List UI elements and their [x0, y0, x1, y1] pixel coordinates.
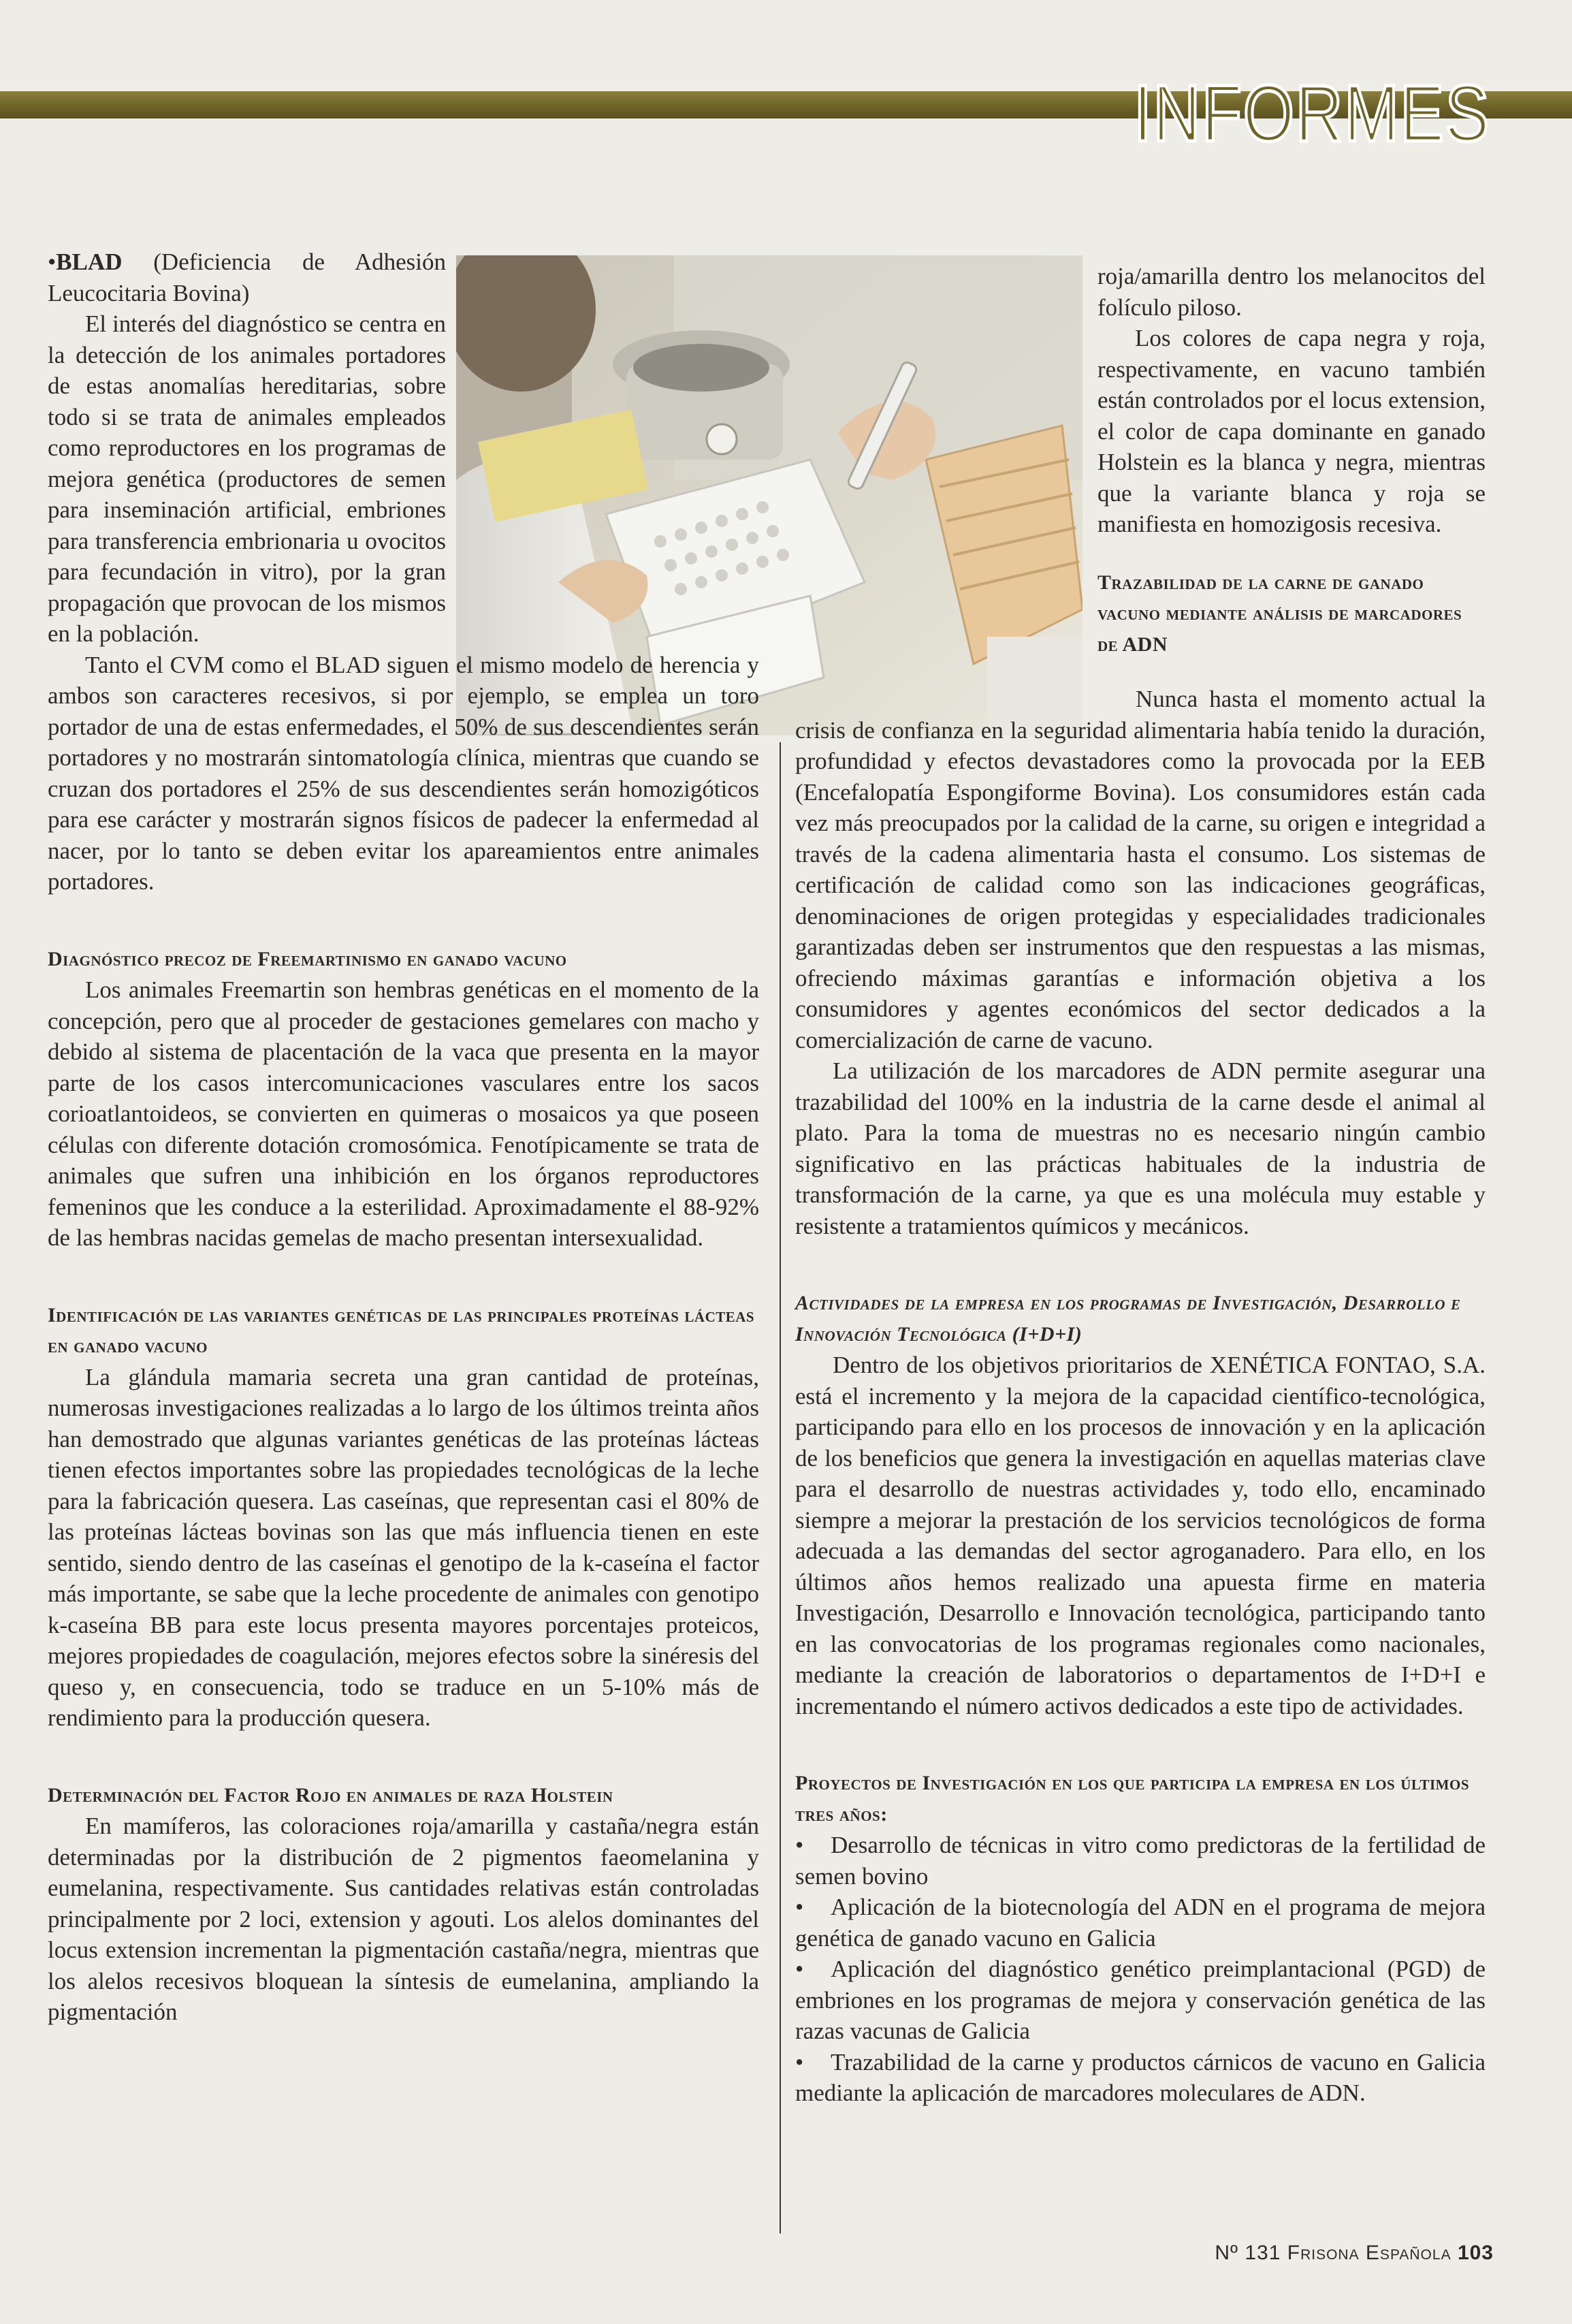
paragraph-colores: Los colores de capa negra y roja, respectivamente, en vacuno también están controlados por el locus extension, el color de capa dominante en ganado Holstein es la blanca y negra, mientras que la variante blanca y roja se manifiesta en homozigosis recesiva.	[1097, 325, 1486, 537]
heading-freemartin: Diagnóstico precoz de Freemartinismo en ganado vacuno	[48, 947, 567, 970]
left-paragraph-1: El interés del diagnóstico se centra en la detección de los animales portadores de estas anomalías hereditarias, sobre todo si se trata de animales empleados como reproductores en los programas de mejora genética (productores de semen para inseminación artificial, embriones para transferencia embrionaria u ovocitos para fecundación in vitro), por la gran propagación que provocan de los mismos en la población.	[48, 311, 446, 647]
project-text: Aplicación de la biotecnología del ADN en el programa de mejora genética de ganado vacuno en Galicia	[795, 1894, 1486, 1952]
blad-definition: (Deficiencia de Adhesión Leucocitaria Bovina)	[48, 249, 446, 306]
column-divider	[780, 742, 781, 2233]
right-column	[795, 684, 1486, 2109]
project-text: Trazabilidad de la carne y productos cárnicos de vacuno en Galicia mediante la aplicación de marcadores moleculares de ADN.	[795, 2048, 1486, 2106]
paragraph-trazabilidad-2: La utilización de los marcadores de ADN permite asegurar una trazabilidad del 100% en la industria de la carne desde el animal al plato. Para la toma de muestras no es necesario ningún cambio significativo en las prácticas habituales de la industria de transformación de la carne, ya que es una molécula muy estable y resistente a tratamientos químicos y mecánicos.	[795, 1057, 1486, 1239]
paragraph-actividades: Dentro de los objetivos prioritarios de XENÉTICA FONTAO, S.A. está el incremento y la mejora de la capacidad científico-tecnológica, participando para ello en los procesos de innovación y en la aplicación de los beneficios que genera la investigación en aquellas materias clave para el desarrollo de nuestras actividades y, todo ello, encaminado siempre a mejorar la prestación de los servicios tecnológicos de forma adecuada a las demandas del sector agroganadero. Para ello, en los últimos años hemos realizado una apuesta firme en materia Investigación, Desarrollo e Innovación tecnológica, participando tanto en las convocatorias de los programas regionales como nacionales, mediante la creación de laboratorios o departamentos de I+D+I e incrementando el número activos dedicados a este tipo de actividades.	[795, 1352, 1486, 1719]
heading-factor-rojo: Determinación del Factor Rojo en animales de raza Holstein	[48, 1783, 613, 1806]
spacer	[48, 1734, 759, 1780]
project-item	[795, 1892, 1486, 1954]
heading-proyectos: Proyectos de Investigación en los que participa la empresa en los últimos tres años:	[795, 1772, 1469, 1826]
issue-number: Nº 131	[1215, 2242, 1281, 2264]
paragraph-factor-rojo: En mamíferos, las coloraciones roja/amarilla y castaña/negra están determinadas por la distribución de 2 pigmentos faeomelanina y eumelanina, respectivamente. Sus cantidades relativas están controladas principalmente por 2 loci, extension y agouti. Los alelos dominantes del locus extension incrementan la pigmentación castaña/negra, mientras que los alelos recesivos bloquean la síntesis de eumelanina, ampliando la pigmentación	[48, 1813, 759, 2025]
bullet: •	[795, 1956, 804, 1982]
blad-item	[48, 246, 446, 308]
spacer	[48, 1254, 759, 1300]
spacer	[795, 1241, 1486, 1288]
heading-proteinas: Identificación de las variantes genéticas de las principales proteínas lácteas en ganado vacuno	[48, 1303, 755, 1357]
page-footer	[1215, 2242, 1494, 2265]
project-text: Desarrollo de técnicas in vitro como predictoras de la fertilidad de semen bovino	[795, 1832, 1486, 1890]
project-text: Aplicación del diagnóstico genético preimplantacional (PGD) de embriones en los programas de mejora y conservación genética de las razas vacunas de Galicia	[795, 1956, 1486, 2044]
magazine-name: Frisona Española	[1287, 2242, 1451, 2264]
project-item	[795, 1954, 1486, 2047]
page-number: 103	[1457, 2242, 1494, 2264]
left-paragraph-2: Tanto el CVM como el BLAD siguen el mismo modelo de herencia y ambos son caracteres recesivos, si por ejemplo, se emplea un toro portador de una de estas enfermedades, el 50% de sus descendientes serán portadores y no mostrarán sintomatología clínica, mientras que cuando se cruzan dos portadores el 25% de sus descendientes serán homozigóticos para ese carácter y mostrarán signos físicos de padecer la enfermedad al nacer, por lo tanto se deben evitar los apareamientos entre animales portadores.	[48, 651, 759, 895]
spacer	[795, 1721, 1486, 1768]
paragraph-freemartin: Los animales Freemartin son hembras genéticas en el momento de la concepción, pero que al proceder de gestaciones gemelares con macho y debido al sistema de placentación de la vaca que presenta en la mayor parte de los casos intercomunicaciones vasculares entre los sacos corioatlantoideos, se convierten en quimeras o mosaicos ya que poseen células con diferente dotación cromosómica. Fenotípicamente se trata de animales que sufren una inhibición en los órganos reproductores femeninos que les conduce a la esterilidad. Aproximadamente el 88-92% de las hembras nacidas gemelas de macho presentan intersexualidad.	[48, 976, 759, 1251]
section-title: INFORMES	[1134, 69, 1490, 159]
project-item	[795, 2047, 1486, 2109]
bullet: •	[48, 249, 57, 275]
blad-term: BLAD	[56, 249, 123, 275]
left-column	[48, 246, 759, 2028]
spacer	[48, 897, 759, 944]
bullet: •	[795, 1894, 804, 1920]
paragraph-continuation: roja/amarilla dentro los melanocitos del folículo piloso.	[1097, 263, 1486, 321]
paragraph-trazabilidad-1: Nunca hasta el momento actual la crisis de confianza en la seguridad alimentaria había tenido la duración, profundidad y efectos devastadores como la provocada por la EEB (Encefalopatía Espongiforme Bovina). Los consumidores están cada vez más preocupados por la calidad de la carne, su origen e integridad a través de la cadena alimentaria hasta el consumo. Los sistemas de certificación de calidad como son las indicaciones geográficas, denominaciones de origen protegidas y especialidades tradicionales garantizadas deben ser instrumentos que den respuestas a las mismas, ofreciendo máximas garantías e información objetiva a los consumidores y agentes económicos del sector dedicados a la comercialización de carne de vacuno.	[795, 686, 1486, 1053]
bullet: •	[795, 2048, 804, 2075]
paragraph-proteinas: La glándula mamaria secreta una gran cantidad de proteínas, numerosas investigaciones realizadas a lo largo de los últimos treinta años han demostrado que algunas variantes genéticas de las proteínas lácteas tienen efectos importantes sobre las propiedades tecnológicas de la leche para la fabricación quesera. Las caseínas, que representan casi el 80% de las proteínas lácteas bovinas son las que más influencia tienen en este sentido, siendo dentro de las caseínas el genotipo de la k-caseína el factor más importante, se sabe que la leche procedente de animales con genotipo k-caseína BB para este locus presenta mayores porcentajes proteicos, mejores propiedades de coagulación, mejores efectos sobre la sinéresis del queso y, en consecuencia, todo se traduce en un 5-10% más de rendimiento para la producción quesera.	[48, 1363, 759, 1731]
project-item	[795, 1830, 1486, 1892]
heading-actividades: Actividades de la empresa en los programas de Investigación, Desarrollo e Innovación Tecnológica (I+D+I)	[795, 1292, 1461, 1346]
right-column-top	[1097, 261, 1486, 660]
spacer	[1097, 540, 1486, 567]
heading-trazabilidad: Trazabilidad de la carne de ganado vacuno mediante análisis de marcadores de ADN	[1097, 571, 1462, 656]
bullet: •	[795, 1832, 804, 1858]
